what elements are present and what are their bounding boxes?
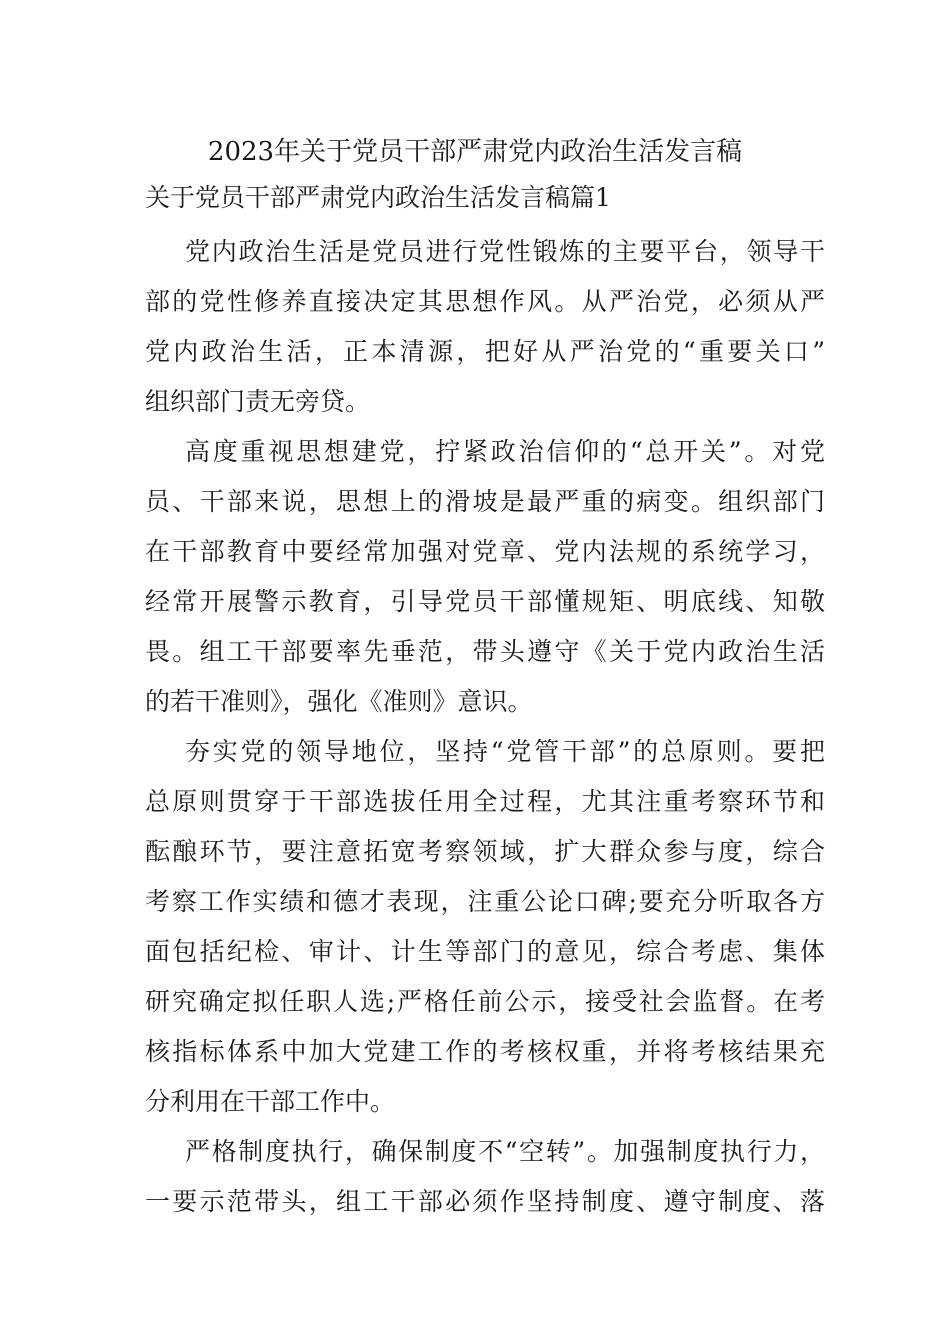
paragraph-line: 党内政治生活，正本清源，把好从严治党的“重要关口” xyxy=(145,337,825,366)
paragraph-line: 酝酿环节，要注意拓宽考察领域，扩大群众参与度，综合 xyxy=(145,837,825,866)
paragraph-line: 畏。组工干部要率先垂范，带头遵守《关于党内政治生活 xyxy=(145,637,825,666)
paragraph-line: 党内政治生活是党员进行党性锻炼的主要平台，领导干 xyxy=(185,237,825,266)
paragraph-line: 组织部门责无旁贷。 xyxy=(145,387,371,416)
paragraph-line: 的若干准则》，强化《准则》意识。 xyxy=(145,687,533,716)
paragraph-line: 分利用在干部工作中。 xyxy=(145,1087,396,1116)
paragraph-line: 员、干部来说，思想上的滑坡是最严重的病变。组织部门 xyxy=(145,487,825,516)
paragraph-line: 一要示范带头，组工干部必须作坚持制度、遵守制度、落 xyxy=(145,1187,825,1216)
paragraph-line: 高度重视思想建党，拧紧政治信仰的“总开关”。对党 xyxy=(185,437,825,466)
paragraph-line: 总原则贯穿于干部选拔任用全过程，尤其注重考察环节和 xyxy=(145,787,825,816)
paragraph-line: 在干部教育中要经常加强对党章、党内法规的系统学习， xyxy=(145,537,825,566)
section-heading: 关于党员干部严肃党内政治生活发言稿篇1 xyxy=(145,183,611,212)
paragraph-line: 考察工作实绩和德才表现，注重公论口碑;要充分听取各方 xyxy=(145,887,825,916)
paragraph-line: 经常开展警示教育，引导党员干部懂规矩、明底线、知敬 xyxy=(145,587,825,616)
paragraph-line: 核指标体系中加大党建工作的考核权重，并将考核结果充 xyxy=(145,1037,825,1066)
paragraph-line: 面包括纪检、审计、计生等部门的意见，综合考虑、集体 xyxy=(145,937,825,966)
paragraph-line: 部的党性修养直接决定其思想作风。从严治党，必须从严 xyxy=(145,287,825,316)
paragraph-line: 夯实党的领导地位，坚持“党管干部”的总原则。要把 xyxy=(185,737,825,766)
document-title: 2023年关于党员干部严肃党内政治生活发言稿 xyxy=(207,137,743,167)
paragraph-line: 研究确定拟任职人选;严格任前公示，接受社会监督。在考 xyxy=(145,987,825,1016)
paragraph-line: 严格制度执行，确保制度不“空转”。加强制度执行力， xyxy=(185,1137,825,1166)
